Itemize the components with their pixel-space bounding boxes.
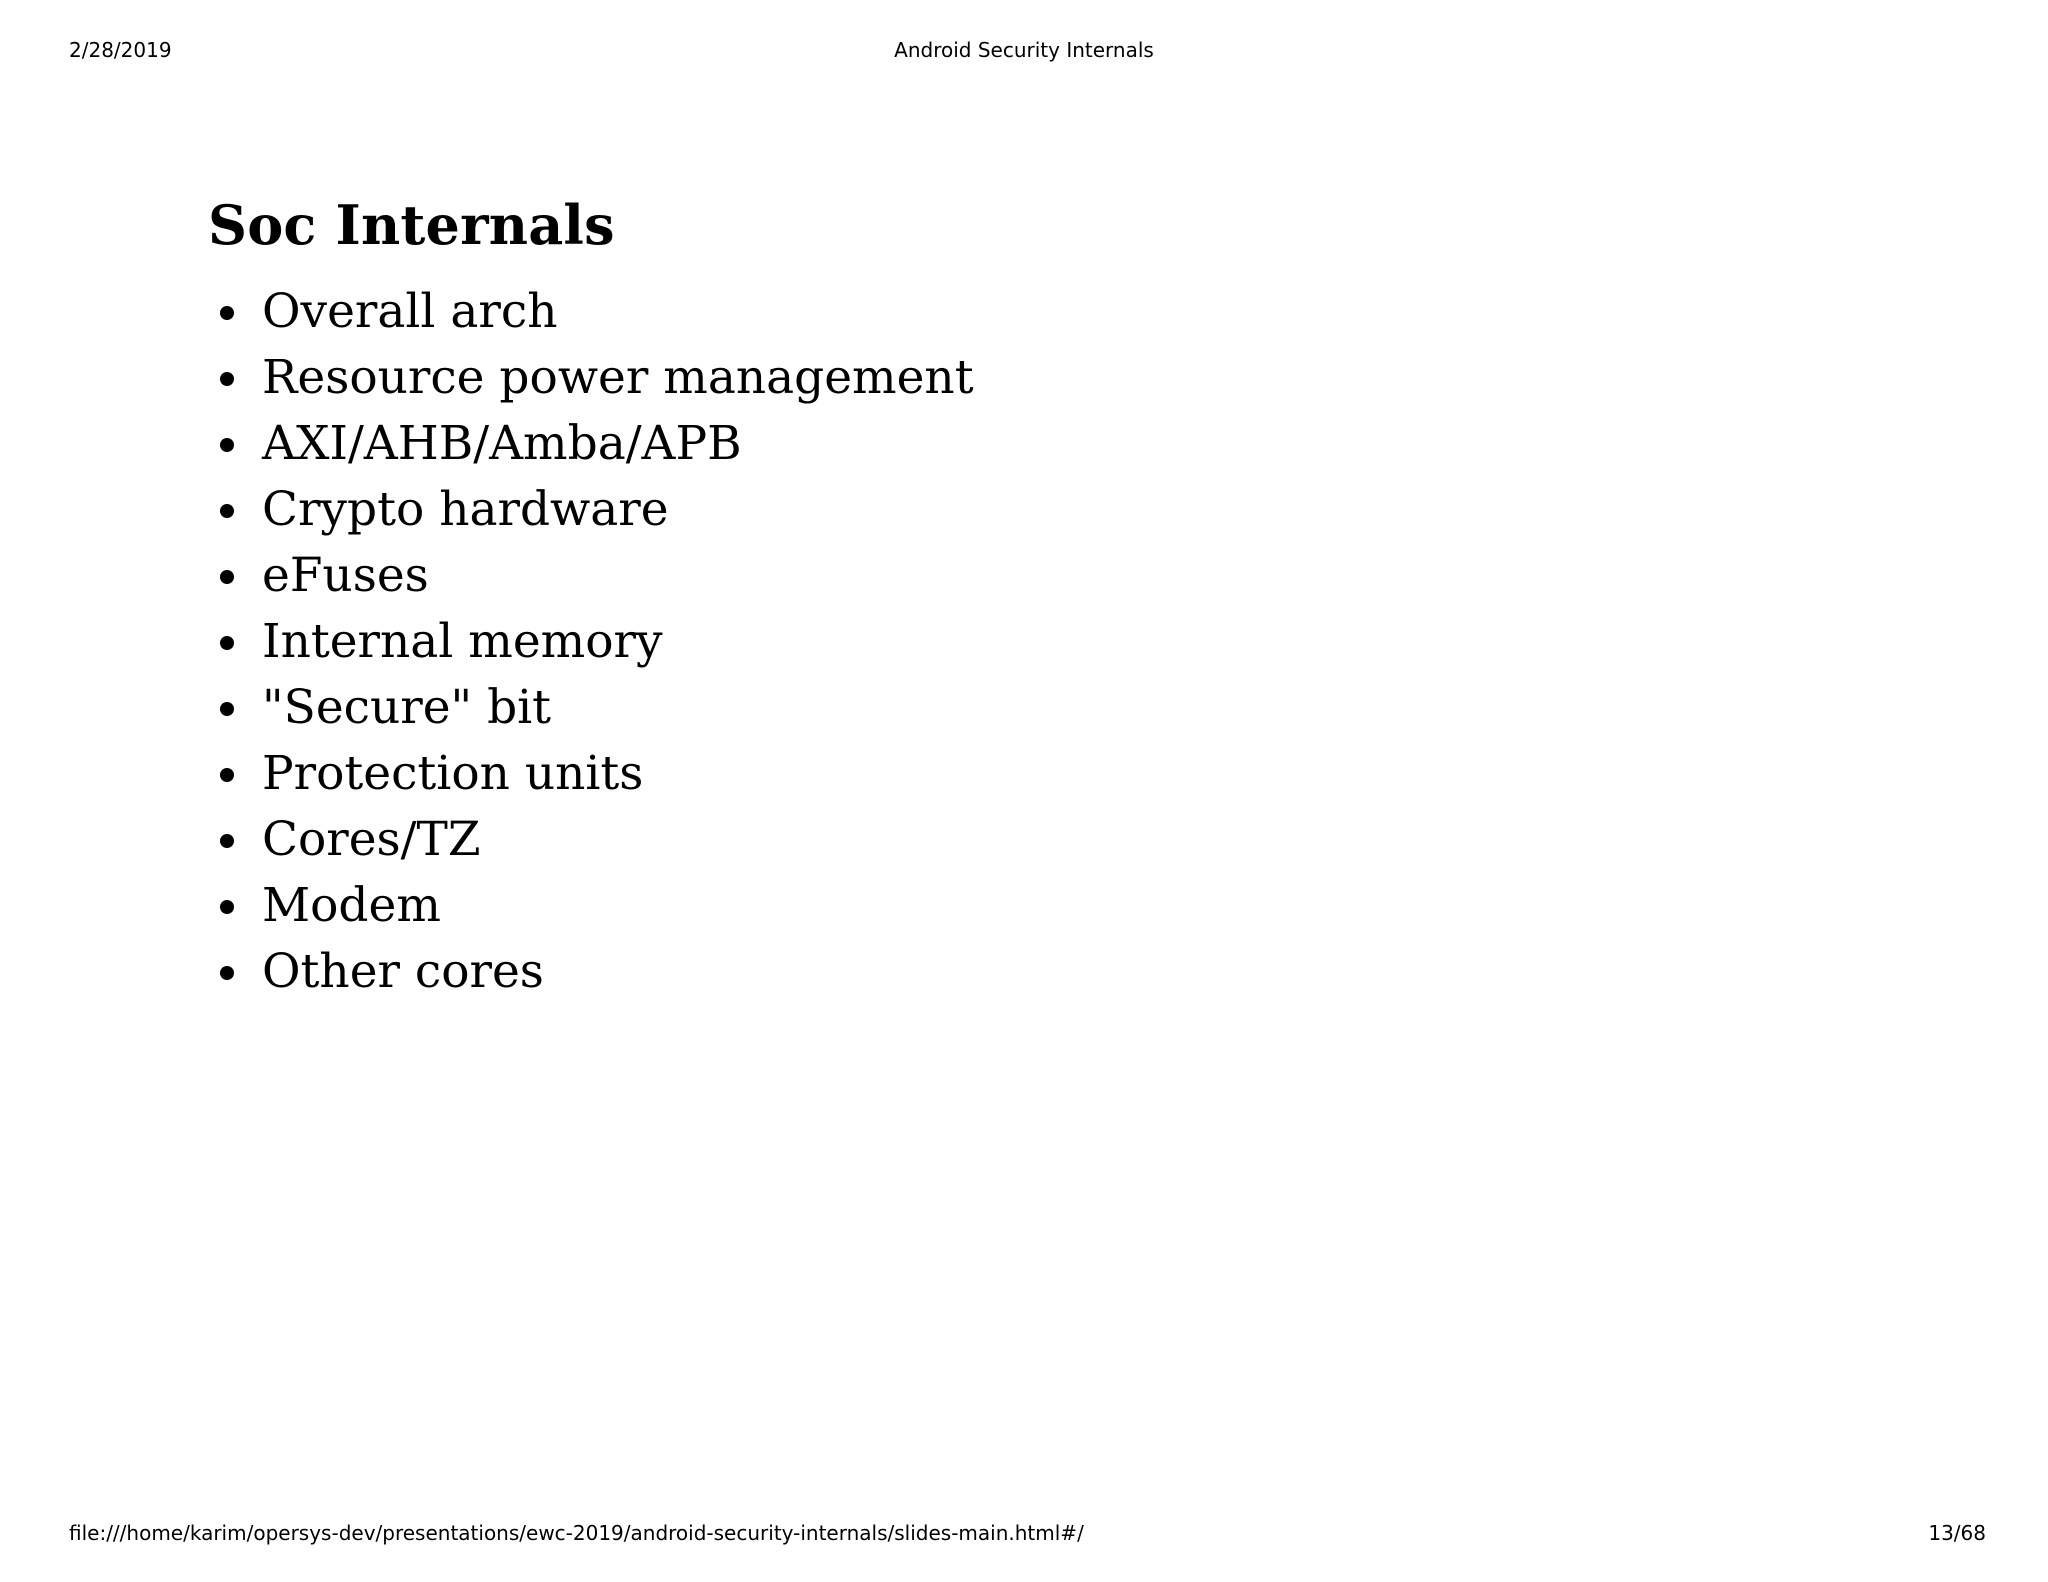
bullet-list (208, 279, 1908, 1005)
bullet-dot-icon (220, 570, 234, 584)
bullet-dot-icon (220, 768, 234, 782)
bullet-dot-icon (220, 438, 234, 452)
bullet-dot-icon (220, 834, 234, 848)
list-item-text: eFuses (262, 548, 429, 603)
bullet-dot-icon (220, 702, 234, 716)
bullet-dot-icon (220, 372, 234, 386)
slide-content (208, 185, 1908, 1005)
list-item-text: Other cores (262, 944, 544, 999)
list-item (208, 939, 1908, 1005)
list-item-text: Internal memory (262, 614, 663, 669)
list-item (208, 477, 1908, 543)
list-item-text: Overall arch (262, 284, 558, 339)
bullet-dot-icon (220, 900, 234, 914)
list-item (208, 807, 1908, 873)
list-item-text: "Secure" bit (262, 680, 552, 735)
list-item (208, 543, 1908, 609)
bullet-dot-icon (220, 636, 234, 650)
list-item (208, 411, 1908, 477)
bullet-dot-icon (220, 504, 234, 518)
list-item-text: Cores/TZ (262, 812, 481, 867)
list-item (208, 675, 1908, 741)
page-number: 13/68 (1928, 1521, 1986, 1545)
list-item-text: Protection units (262, 746, 644, 801)
bullet-dot-icon (220, 306, 234, 320)
list-item-text: Modem (262, 878, 441, 933)
document-title: Android Security Internals (894, 38, 1154, 62)
page-url: file:///home/karim/opersys-dev/presentations/ewc-2019/android-security-internals/slides-main.html#/ (69, 1521, 1084, 1545)
bullet-dot-icon (220, 966, 234, 980)
list-item (208, 741, 1908, 807)
list-item (208, 873, 1908, 939)
list-item (208, 609, 1908, 675)
print-date: 2/28/2019 (69, 38, 172, 62)
list-item (208, 345, 1908, 411)
list-item-text: Resource power management (262, 350, 974, 405)
slide-title: Soc Internals (208, 193, 615, 257)
list-item-text: Crypto hardware (262, 482, 669, 537)
list-item-text: AXI/AHB/Amba/APB (262, 416, 742, 471)
list-item (208, 279, 1908, 345)
